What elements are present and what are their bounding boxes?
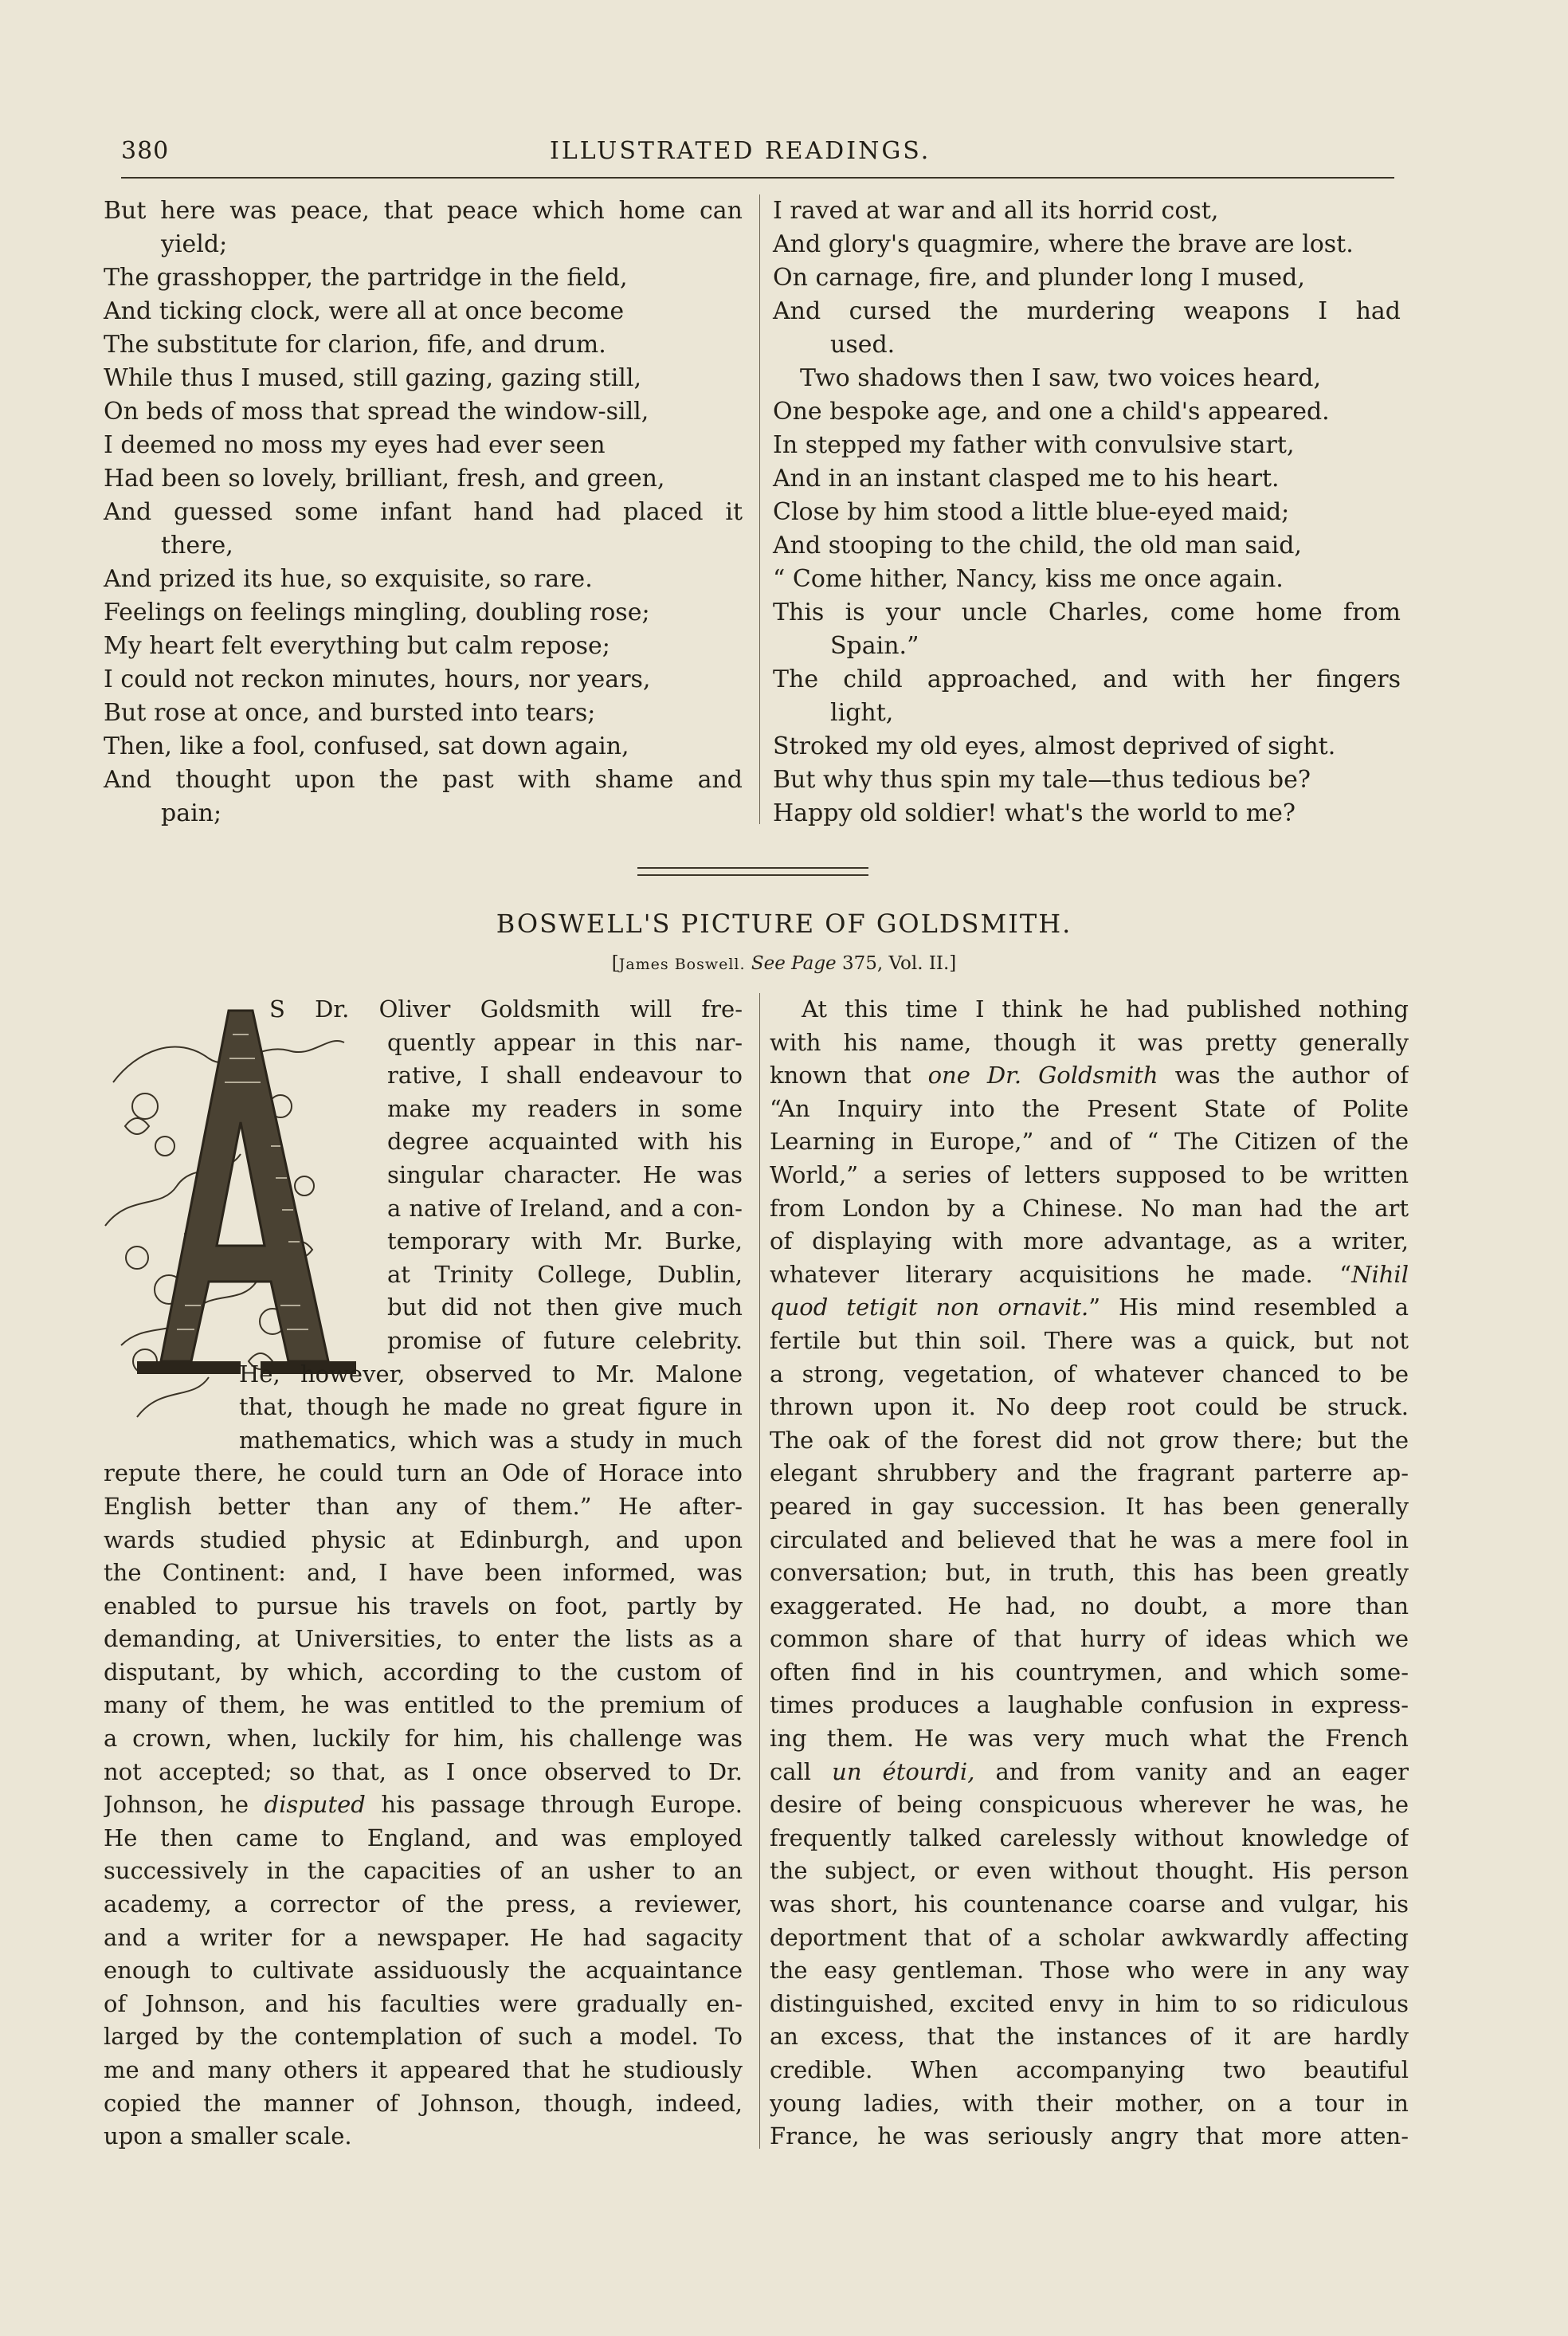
attribution-bracket: [ xyxy=(611,953,619,974)
text-line: not accepted; so that, as I once observed to Dr. xyxy=(104,1757,743,1785)
poem-line: The substitute for clarion, fife, and drum. xyxy=(104,331,606,359)
attribution-ref: 375, Vol. II.] xyxy=(841,953,957,974)
text-run: known that xyxy=(770,1062,911,1089)
text-line: make my readers in some xyxy=(387,1094,743,1122)
text-line: elegant shrubbery and the fragrant parterre ap- xyxy=(770,1459,1409,1487)
text-line: degree acquainted with his xyxy=(387,1128,743,1156)
text-line: the subject, or even without thought. His person xyxy=(770,1857,1409,1885)
text-run: ” His mind resembled a xyxy=(1088,1294,1409,1321)
poem-left-column xyxy=(104,194,743,830)
poem-line: But why thus spin my tale—thus tedious be? xyxy=(773,766,1311,794)
text-run: whatever literary acquisitions he made. “ xyxy=(770,1260,1352,1288)
text-line: demanding, at Universities, to enter the lists as a xyxy=(104,1625,743,1653)
attribution-author: James Boswell. xyxy=(618,956,746,973)
poem-line: Then, like a fool, confused, sat down again, xyxy=(104,732,629,760)
poem-line: And cursed the murdering weapons I had xyxy=(773,297,1401,325)
text-line: S Dr. Oliver Goldsmith will fre- xyxy=(269,995,743,1023)
poem-line: Had been so lovely, brilliant, fresh, and green, xyxy=(104,465,665,493)
text-run: was the author of xyxy=(1174,1062,1409,1089)
poem-line: The child approached, and with her fingers xyxy=(773,665,1401,693)
text-line: He then came to England, and was employed xyxy=(104,1824,743,1851)
text-line: of displaying with more advantage, as a writer, xyxy=(770,1227,1409,1255)
poem-line: On beds of moss that spread the window-sill, xyxy=(104,398,649,426)
running-title: ILLUSTRATED READINGS. xyxy=(550,137,931,165)
poem-line: Close by him stood a little blue-eyed maid; xyxy=(773,498,1290,526)
text-line: singular character. He was xyxy=(387,1160,743,1188)
poem-line: But rose at once, and bursted into tears; xyxy=(104,699,596,727)
text-line: an excess, that the instances of it are hardly xyxy=(770,2023,1409,2051)
text-line: academy, a corrector of the press, a reviewer, xyxy=(104,1890,743,1918)
text-run: call xyxy=(770,1757,812,1785)
text-line: disputant, by which, according to the custom of xyxy=(104,1658,743,1686)
poem-line: light, xyxy=(830,699,894,727)
text-line: peared in gay succession. It has been generally xyxy=(770,1492,1409,1520)
article-left-column xyxy=(104,993,743,2153)
text-line: common share of that hurry of ideas which we xyxy=(770,1625,1409,1653)
poem-line: yield; xyxy=(161,230,228,258)
text-line: but did not then give much xyxy=(387,1294,743,1321)
poem-line: One bespoke age, and one a child's appeared. xyxy=(773,398,1330,426)
poem-right-column xyxy=(773,194,1401,830)
poem-line: And thought upon the past with shame and xyxy=(104,766,743,794)
header-rule xyxy=(121,177,1394,179)
text-line: distinguished, excited envy in him to so ridiculous xyxy=(770,1989,1409,2017)
poem-line: My heart felt everything but calm repose; xyxy=(104,632,610,660)
poem-line: In stepped my father with convulsive start, xyxy=(773,431,1295,459)
article-attribution xyxy=(0,953,1568,974)
text-line: copied the manner of Johnson, though, indeed, xyxy=(104,2089,743,2117)
poem-line: I raved at war and all its horrid cost, xyxy=(773,197,1219,225)
text-line: a native of Ireland, and a con- xyxy=(387,1194,743,1222)
poem-line: “ Come hither, Nancy, kiss me once again. xyxy=(773,565,1284,593)
text-line xyxy=(770,1756,1409,1789)
text-line: promise of future celebrity. xyxy=(387,1326,743,1354)
text-line: me and many others it appeared that he studiously xyxy=(104,2056,743,2083)
text-line: fertile but thin soil. There was a quick, but not xyxy=(770,1326,1409,1354)
text-line: conversation; but, in truth, this has been greatly xyxy=(770,1559,1409,1587)
text-line: young ladies, with their mother, on a tour in xyxy=(770,2089,1409,2117)
text-line: from London by a Chinese. No man had the art xyxy=(770,1194,1409,1222)
text-run: and from vanity and an eager xyxy=(995,1757,1409,1785)
text-line xyxy=(104,1788,743,1822)
text-line xyxy=(770,1059,1409,1093)
text-line: desire of being conspicuous wherever he was, he xyxy=(770,1791,1409,1819)
text-line: “An Inquiry into the Present State of Polite xyxy=(770,1094,1409,1122)
text-line: wards studied physic at Edinburgh, and upon xyxy=(104,1525,743,1553)
text-run: his passage through Europe. xyxy=(381,1791,743,1819)
poem-line: pain; xyxy=(161,799,222,827)
text-line: that, though he made no great figure in xyxy=(239,1393,743,1421)
text-line: quently appear in this nar- xyxy=(387,1028,743,1056)
text-line: many of them, he was entitled to the premium of xyxy=(104,1691,743,1719)
article-column-divider xyxy=(759,993,760,2149)
text-line: World,” a series of letters supposed to be written xyxy=(770,1160,1409,1188)
text-line: repute there, he could turn an Ode of Horace into xyxy=(104,1459,743,1487)
text-line: often find in his countrymen, and which some- xyxy=(770,1658,1409,1686)
text-line: deportment that of a scholar awkwardly affecting xyxy=(770,1923,1409,1951)
text-line: rative, I shall endeavour to xyxy=(387,1062,743,1089)
italic-run: quod tetigit non ornavit. xyxy=(770,1294,1089,1321)
poem-line: Spain.” xyxy=(830,632,919,660)
text-line: a strong, vegetation, of whatever chanced to be xyxy=(770,1360,1409,1388)
text-line: and a writer for a newspaper. He had sagacity xyxy=(104,1923,743,1951)
italic-run: Nihil xyxy=(1351,1260,1409,1288)
poem-line: Two shadows then I saw, two voices heard, xyxy=(800,364,1322,392)
text-line: was short, his countenance coarse and vulgar, his xyxy=(770,1890,1409,1918)
text-line: At this time I think he had published nothing xyxy=(802,995,1409,1023)
poem-line: But here was peace, that peace which home can xyxy=(104,197,743,225)
text-run: Johnson, he xyxy=(104,1791,249,1819)
poem-line: And glory's quagmire, where the brave are lost. xyxy=(773,230,1354,258)
poem-line: Stroked my old eyes, almost deprived of sight. xyxy=(773,732,1336,760)
poem-line: The grasshopper, the partridge in the field, xyxy=(104,264,628,292)
text-line: The oak of the forest did not grow there; but the xyxy=(770,1426,1409,1454)
text-line: France, he was seriously angry that more atten- xyxy=(770,2122,1409,2150)
attribution-see: See Page xyxy=(751,953,837,974)
text-line: a crown, when, luckily for him, his challenge was xyxy=(104,1725,743,1753)
poem-line: On carnage, fire, and plunder long I mused, xyxy=(773,264,1305,292)
text-line: successively in the capacities of an usher to an xyxy=(104,1857,743,1885)
text-line: ing them. He was very much what the French xyxy=(770,1725,1409,1753)
poem-line: I could not reckon minutes, hours, nor years, xyxy=(104,665,651,693)
italic-run: disputed xyxy=(264,1791,366,1819)
text-line: English better than any of them.” He after- xyxy=(104,1492,743,1520)
italic-run: one Dr. Goldsmith xyxy=(927,1062,1158,1089)
text-line xyxy=(770,1291,1409,1325)
text-line: at Trinity College, Dublin, xyxy=(387,1260,743,1288)
article-right-column xyxy=(770,993,1409,2153)
poem-line: Feelings on feelings mingling, doubling rose; xyxy=(104,599,650,626)
text-line: the easy gentleman. Those who were in any way xyxy=(770,1957,1409,1985)
poem-line: Happy old soldier! what's the world to me? xyxy=(773,799,1296,827)
poem-line: used. xyxy=(830,331,896,359)
text-line: larged by the contemplation of such a model. To xyxy=(104,2023,743,2051)
text-line: He, however, observed to Mr. Malone xyxy=(239,1360,743,1388)
italic-run: un étourdi, xyxy=(832,1757,975,1785)
text-line: temporary with Mr. Burke, xyxy=(387,1227,743,1255)
article-title: BOSWELL'S PICTURE OF GOLDSMITH. xyxy=(496,909,1072,939)
poem-line: And stooping to the child, the old man said, xyxy=(773,532,1302,559)
text-line: of Johnson, and his faculties were gradually en- xyxy=(104,1989,743,2017)
poem-line: And ticking clock, were all at once become xyxy=(104,297,625,325)
text-line: exaggerated. He had, no doubt, a more than xyxy=(770,1592,1409,1619)
poem-line: And prized its hue, so exquisite, so rare. xyxy=(104,565,593,593)
text-line: thrown upon it. No deep root could be struck. xyxy=(770,1393,1409,1421)
text-line: upon a smaller scale. xyxy=(104,2122,352,2150)
text-line: mathematics, which was a study in much xyxy=(239,1426,743,1454)
text-line: frequently talked carelessly without knowledge of xyxy=(770,1824,1409,1851)
text-line xyxy=(770,1258,1409,1292)
text-line: enough to cultivate assiduously the acquaintance xyxy=(104,1957,743,1985)
poem-line: I deemed no moss my eyes had ever seen xyxy=(104,431,606,459)
text-line: Learning in Europe,” and of “ The Citizen of the xyxy=(770,1128,1409,1156)
section-divider xyxy=(637,867,868,876)
poem-line: This is your uncle Charles, come home from xyxy=(773,599,1401,626)
text-line: with his name, though it was pretty generally xyxy=(770,1028,1409,1056)
poem-line: there, xyxy=(161,532,233,559)
text-line: circulated and believed that he was a mere fool in xyxy=(770,1525,1409,1553)
text-line: the Continent: and, I have been informed, was xyxy=(104,1559,743,1587)
text-line: times produces a laughable confusion in express- xyxy=(770,1691,1409,1719)
poem-column-divider xyxy=(759,194,760,824)
page-number: 380 xyxy=(121,137,170,165)
poem-line: And guessed some infant hand had placed it xyxy=(104,498,743,526)
poem-line: And in an instant clasped me to his heart. xyxy=(773,465,1280,493)
poem-line: While thus I mused, still gazing, gazing still, xyxy=(104,364,642,392)
text-line: enabled to pursue his travels on foot, partly by xyxy=(104,1592,743,1619)
text-line: credible. When accompanying two beautiful xyxy=(770,2056,1409,2083)
